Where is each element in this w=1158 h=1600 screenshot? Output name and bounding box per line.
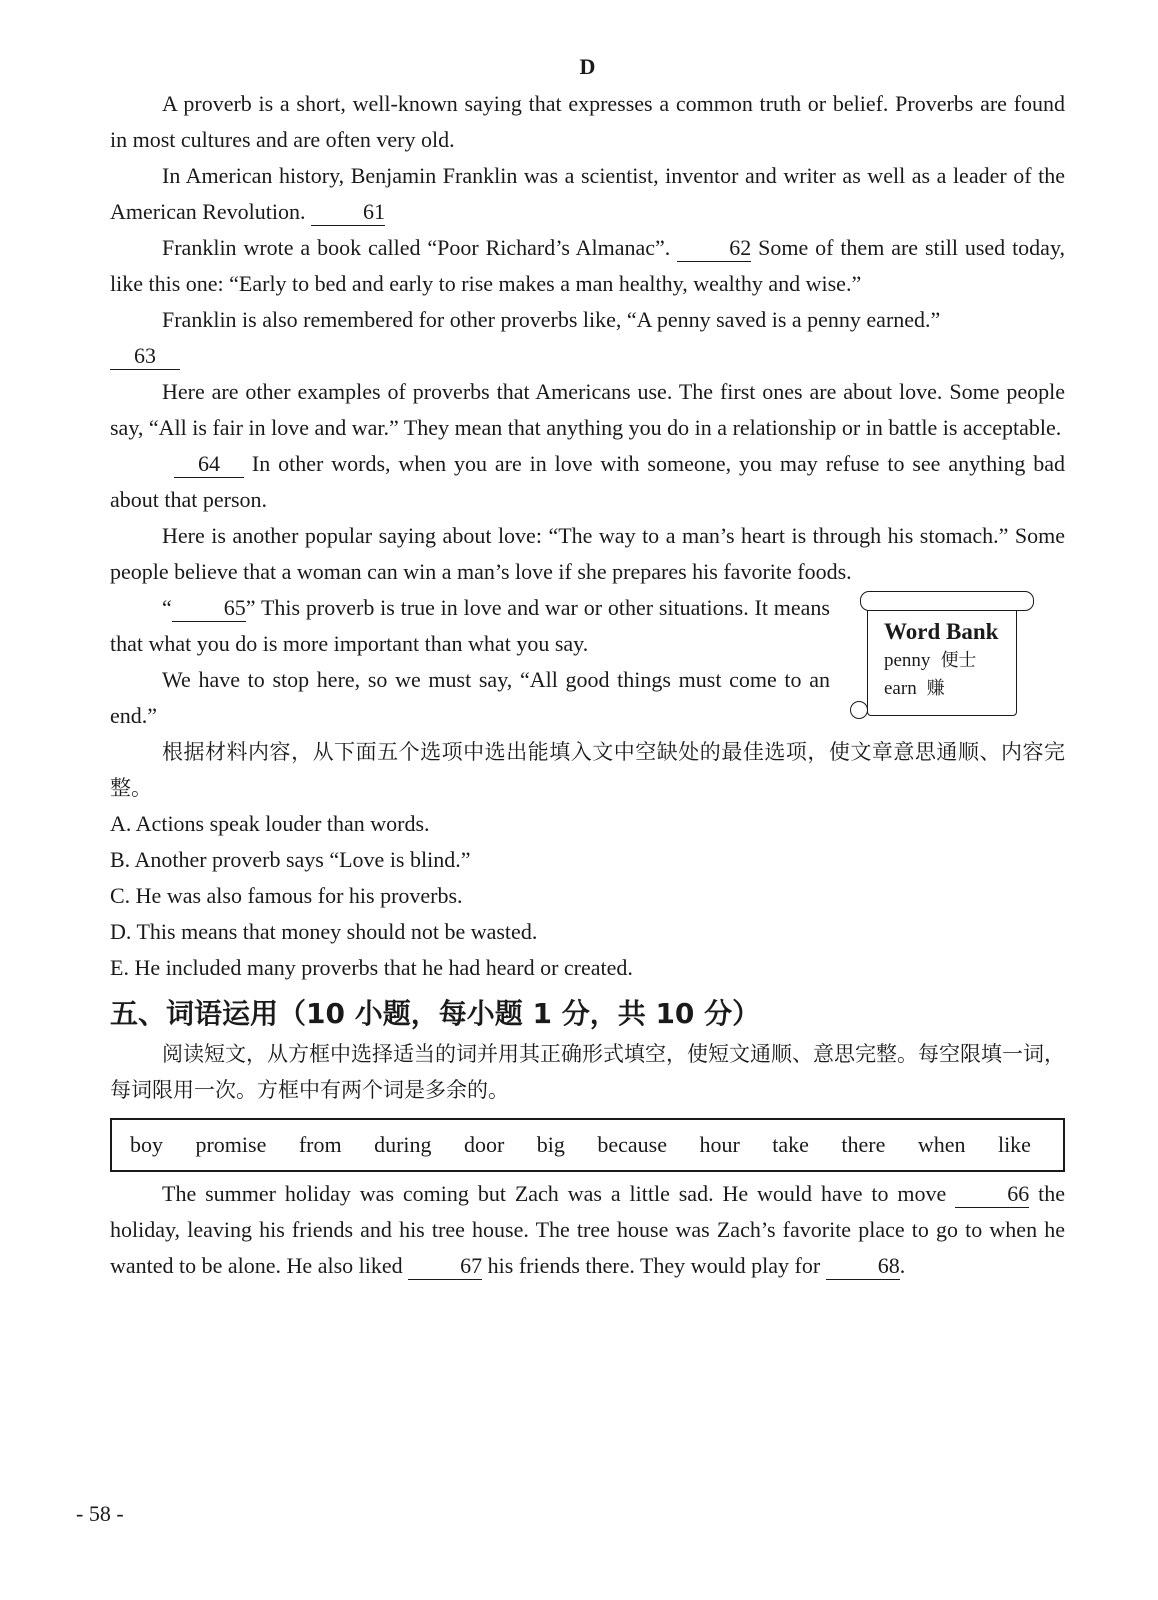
blank-63: 63 — [110, 343, 180, 370]
paragraph-1: A proverb is a short, well-known saying that expresses a common truth or belief. Proverbs are found in most cultures and are often very old. — [110, 91, 1065, 152]
blank-65: 65 — [172, 595, 246, 622]
section5-passage: The summer holiday was coming but Zach was a little sad. He would have to move 66 the holiday, leaving his friends and his tree house. The tree house was Zach’s favorite place to go to when he wanted to be alone. He also liked 67 his friends there. They would play for 68. — [110, 1181, 1066, 1278]
word-bank-title: Word Bank — [884, 619, 999, 644]
scroll-curl-bottom-icon — [850, 701, 868, 719]
word-box — [110, 1118, 1065, 1172]
option-c: C. He was also famous for his proverbs. — [110, 883, 463, 908]
passage-title: D — [579, 54, 596, 79]
blank-62: 62 — [677, 235, 751, 262]
paragraph-7: Here is another popular saying about love: “The way to a man’s heart is through his stomach.” Some people believe that a woman can win a man’s love if she prepares his favorite foods. — [110, 523, 1065, 584]
blank-67: 67 — [408, 1253, 482, 1280]
word-item: when — [917, 1132, 966, 1157]
page-number: - 58 - — [76, 1501, 124, 1526]
scroll-curl-icon — [860, 591, 1034, 611]
option-b: B. Another proverb says “Love is blind.” — [110, 847, 471, 872]
word-item: door — [463, 1132, 505, 1157]
instruction-text: 根据材料内容，从下面五个选项中选出能填入文中空缺处的最佳选项，使文章意思通顺、内容完整。 — [110, 740, 1065, 800]
blank-64: 64 — [174, 451, 244, 478]
word-item: there — [841, 1132, 886, 1157]
word-item: during — [374, 1132, 432, 1157]
word-item: promise — [195, 1132, 267, 1157]
option-e: E. He included many proverbs that he had heard or created. — [110, 955, 633, 980]
paragraph-4-blank — [110, 338, 1065, 374]
paragraph-8: “ 65” This proverb is true in love and war or other situations. It means that what you do is more important than what you say. — [110, 595, 830, 656]
word-bank-scroll — [867, 598, 1017, 716]
word-item: because — [597, 1132, 667, 1157]
paragraph-4: Franklin is also remembered for other proverbs like, “A penny saved is a penny earned.” — [162, 307, 941, 332]
paragraph-5: Here are other examples of proverbs that Americans use. The first ones are about love. Some people say, “All is fair in love and war.” They mean that anything you do in a relationship or in battle is acceptable. — [110, 379, 1065, 440]
paragraph-2: In American history, Benjamin Franklin was a scientist, inventor and writer as well as a leader of the American Revolution. 61 — [110, 163, 1065, 224]
word-bank-section — [110, 590, 1065, 734]
option-a: A. Actions speak louder than words. — [110, 811, 430, 836]
word-item: take — [772, 1132, 809, 1157]
paragraph-9: We have to stop here, so we must say, “All good things must come to an end.” — [110, 667, 830, 728]
word-bank-entry: penny 便士 — [884, 650, 977, 671]
section-instruction: 阅读短文，从方框中选择适当的词并用其正确形式填空，使短文通顺、意思完整。每空限填一词，每词限用一次。方框中有两个词是多余的。 — [110, 1042, 1065, 1102]
options-list — [110, 806, 1065, 986]
blank-68: 68 — [826, 1253, 900, 1280]
section-heading: 五、词语运用（10 小题，每小题 1 分，共 10 分） — [110, 997, 761, 1030]
option-d: D. This means that money should not be wasted. — [110, 919, 538, 944]
word-bank-entry: earn 赚 — [884, 678, 945, 699]
word-item: boy — [130, 1132, 163, 1157]
paragraph-3: Franklin wrote a book called “Poor Richard’s Almanac”. 62 Some of them are still used today, like this one: “Early to bed and early to rise makes a man healthy, wealthy and wise.” — [110, 235, 1066, 296]
word-item: big — [536, 1132, 565, 1157]
blank-61: 61 — [311, 199, 385, 226]
word-item: like — [997, 1132, 1031, 1157]
word-item: hour — [699, 1132, 740, 1157]
word-item: from — [298, 1132, 342, 1157]
page-content — [110, 52, 1065, 1284]
blank-66: 66 — [955, 1181, 1029, 1208]
paragraph-6: 64 In other words, when you are in love with someone, you may refuse to see anything bad about that person. — [110, 451, 1065, 512]
